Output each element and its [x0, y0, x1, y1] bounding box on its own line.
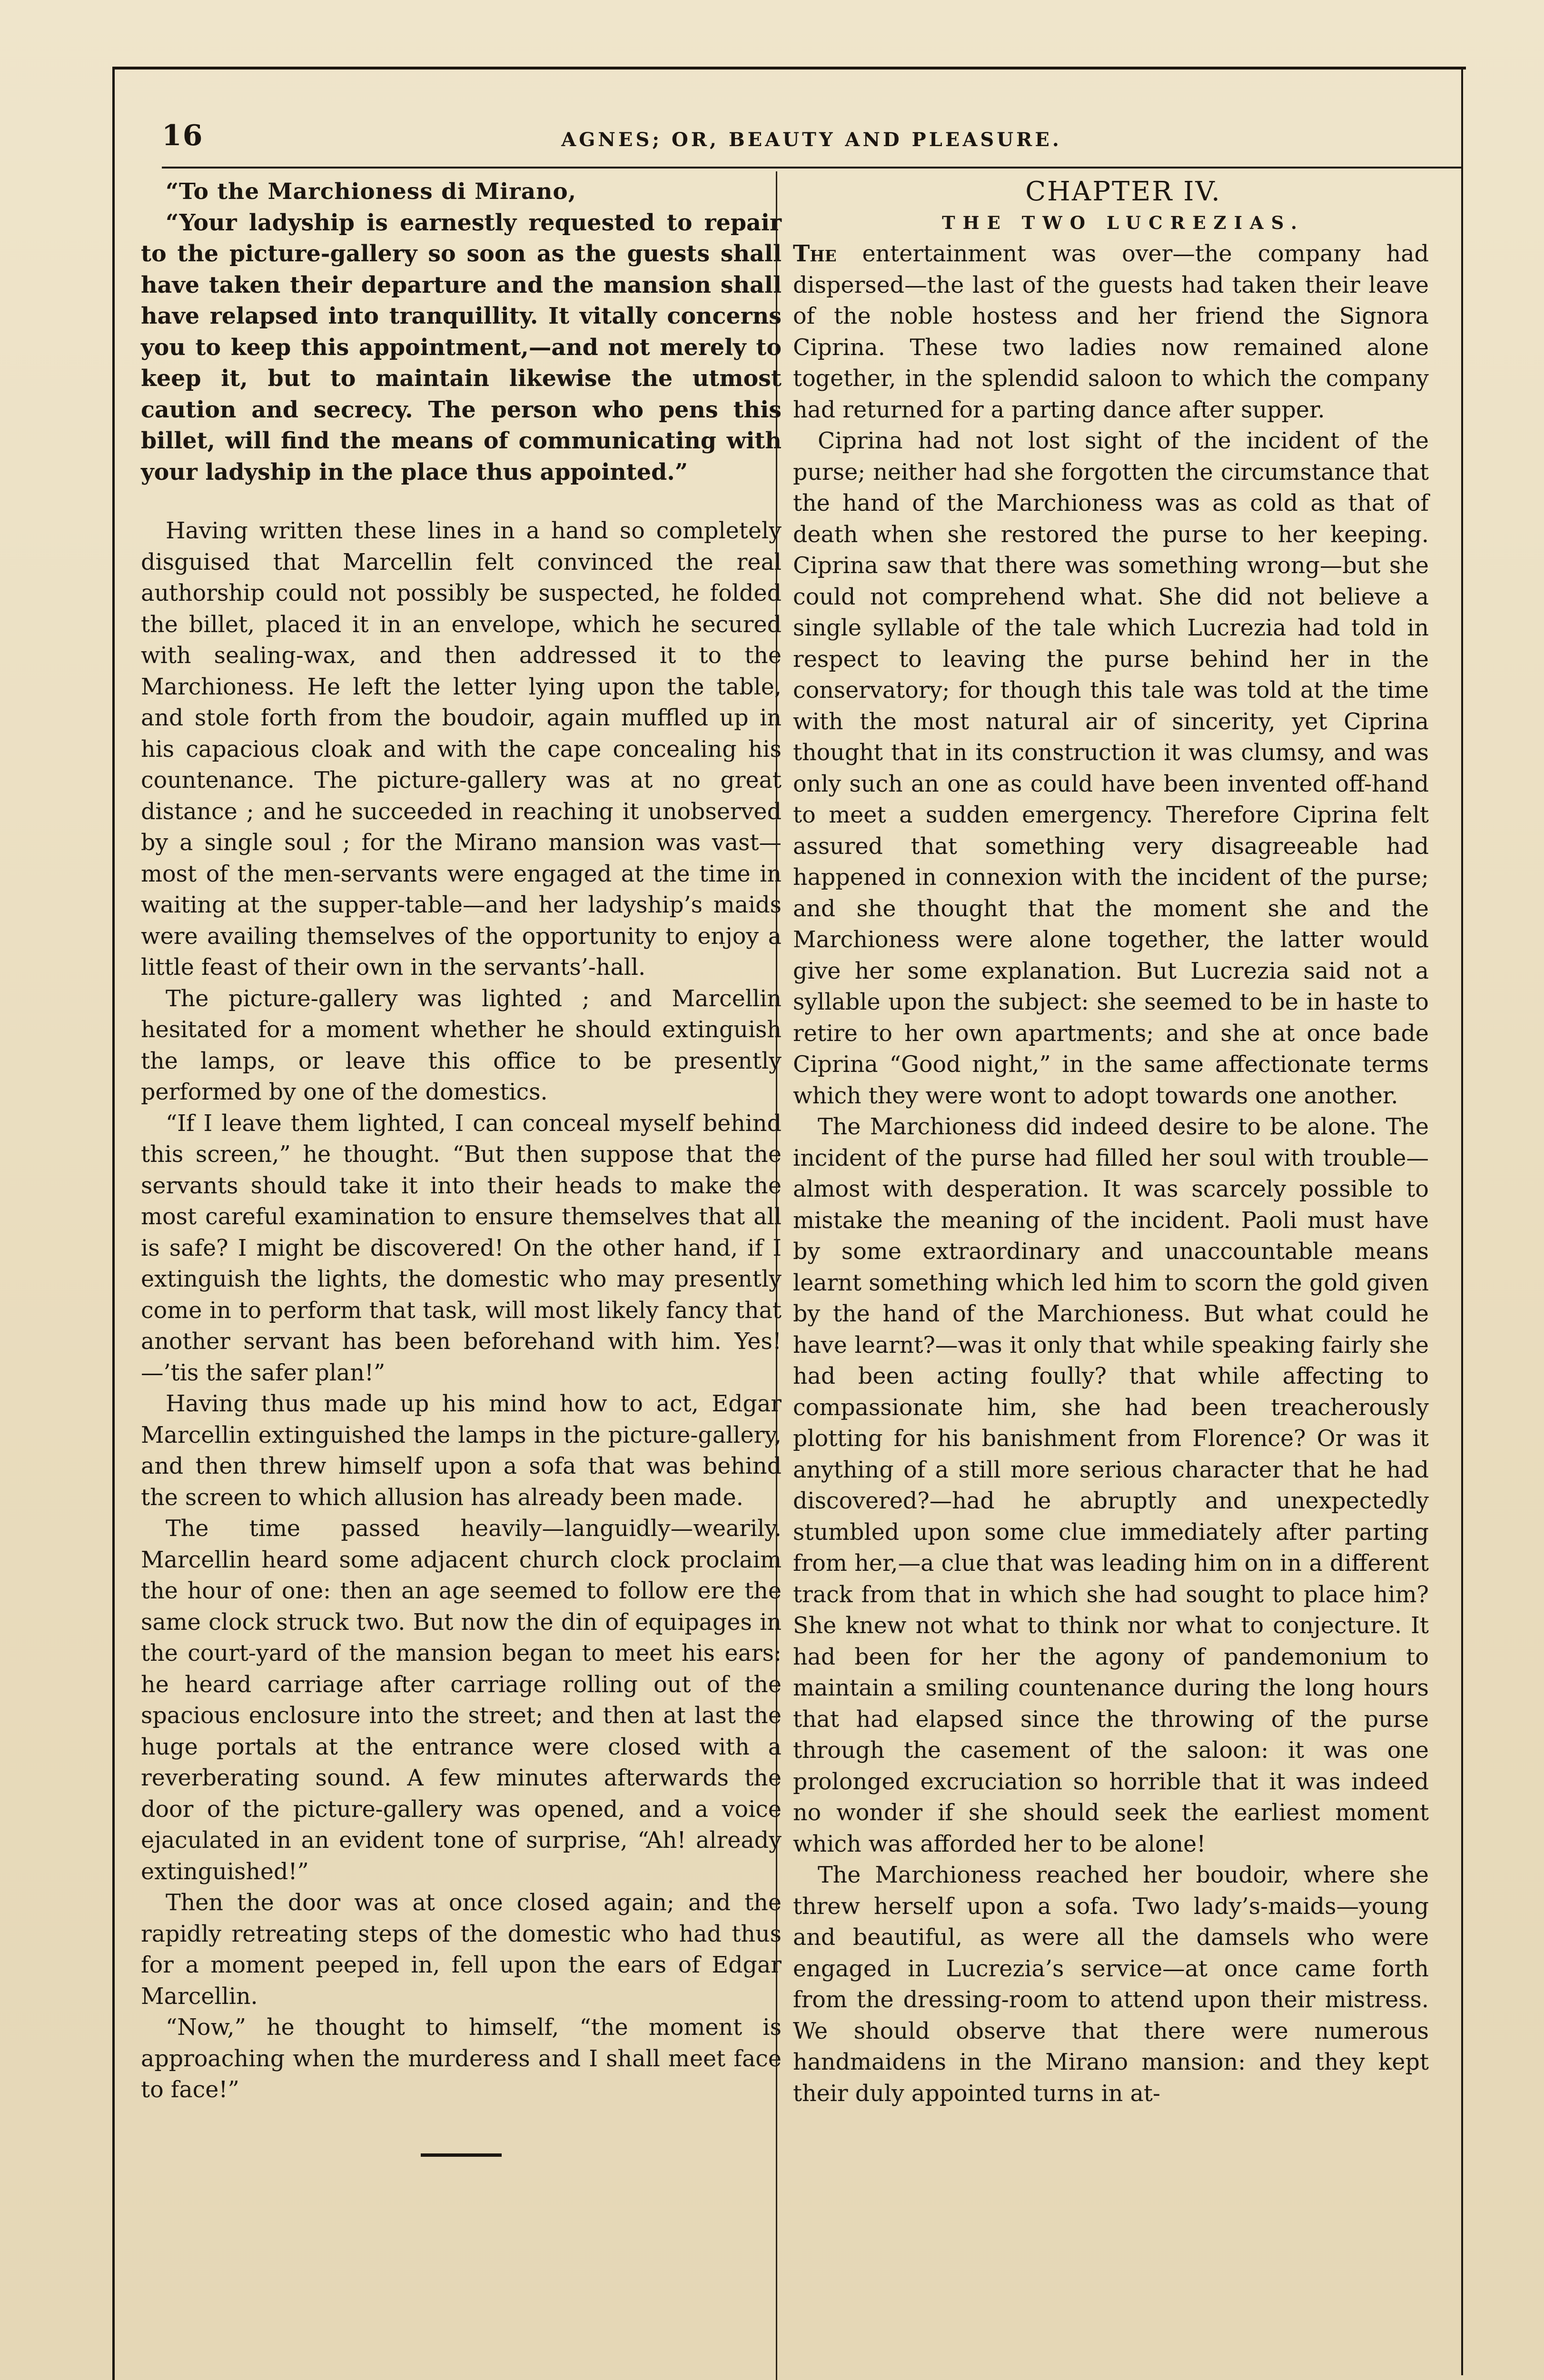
- paragraph: “Now,” he thought to himself, “the moment is approaching when the murderess and I shall meet face to face!”: [141, 2014, 782, 2103]
- paragraph: Having written these lines in a hand so completely disguised that Marcellin felt convinced the real authorship could not possibly be suspected, he folded the billet, placed it in an envelope, which he secured with sealing-wax, and then addressed it to the Marchioness. He left the letter lying upon the table, and stole forth from the boudoir, again muffled up in his capacious cloak and with the cape concealing his countenance. The picture-gallery was at no great distance ; and he succeeded in reaching it unobserved by a single soul ; for the Mirano mansion was vast—most of the men-servants were engaged at the time in waiting at the supper-table—and her ladyship’s maids were availing themselves of the opportunity to enjoy a little feast of their own in the servants’-hall.: [141, 518, 782, 981]
- top-border-rule: [114, 67, 1466, 69]
- page-number: 16: [162, 119, 204, 152]
- right-border-rule: [1461, 67, 1463, 2375]
- paragraph: Having thus made up his mind how to act, Edgar Marcellin extinguished the lamps in the picture-gallery, and then threw himself upon a sofa that was behind the screen to which allusion has already been made.: [141, 1391, 782, 1511]
- opening-text: entertainment was over—the company had dispersed—the last of the guests had taken their leave of the noble hostess and her friend the Signora Ciprina. These two ladies now remained alone together, in the splendid saloon to which the company had returned for a parting dance after supper.: [793, 241, 1429, 423]
- chapter-subtitle: THE TWO LUCREZIAS.: [942, 212, 1305, 233]
- chapter-title: CHAPTER IV.: [1025, 176, 1221, 207]
- paragraph: “If I leave them lighted, I can conceal myself behind this screen,” he thought. “But then suppose that the servants should take it into their heads to make the most careful examination to ensure themselves that all is safe? I might be discovered! On the other hand, if I extinguish the lights, the domestic who may presently come in to perform that task, will most likely fancy that another servant has been beforehand with him. Yes!—’tis the safer plan!”: [141, 1110, 782, 1386]
- running-title: AGNES; OR, BEAUTY AND PLEASURE.: [561, 129, 1062, 151]
- paragraph: The time passed heavily—languidly—wearily. Marcellin heard some adjacent church clock proclaim the hour of one: then an age seemed to follow ere the same clock struck two. But now the din of equipages in the court-yard of the mansion began to meet his ears: he heard carriage after carriage rolling out of the spacious enclosure into the street; and then at last the huge portals at the entrance were closed with a reverberating sound. A few minutes afterwards the door of the picture-gallery was opened, and a voice ejaculated in an evident tone of surprise, “Ah! already extinguished!”: [141, 1516, 782, 1885]
- right-column: [793, 176, 1429, 2109]
- page-header: [162, 114, 1461, 169]
- paragraph: Then the door was at once closed again; and the rapidly retreating steps of the domestic who had thus for a moment peeped in, fell upon the ears of Edgar Marcellin.: [141, 1890, 782, 2010]
- section-end-rule: [421, 2153, 502, 2157]
- opening-word: The: [793, 240, 837, 267]
- paragraph: The picture-gallery was lighted ; and Marcellin hesitated for a moment whether he should extinguish the lamps, or leave this office to be presently performed by one of the domestics.: [141, 985, 782, 1105]
- paragraph: The Marchioness reached her boudoir, where she threw herself upon a sofa. Two lady’s-maids—young and beautiful, as were all the damsels who were engaged in Lucrezia’s service—at once came forth from the dressing-room to attend upon their mistress. We should observe that there were numerous handmaidens in the Mirano mansion: and they kept their duly appointed turns in at-: [793, 1862, 1429, 2107]
- left-column: [141, 176, 782, 2157]
- letter-text: “Your ladyship is earnestly requested to repair to the picture-gallery so soon as the guests shall have taken their departure and the mansion shall have relapsed into tranquillity. It vitally concerns you to keep this appointment,—and not merely to keep it, but to maintain likewise the utmost caution and secrecy. The person who pens this billet, will find the means of communicating with your ladyship in the place thus appointed.”: [141, 209, 782, 486]
- letter-address: “To the Marchioness di Mirano,: [166, 178, 577, 205]
- paragraph: Ciprina had not lost sight of the incident of the purse; neither had she forgotten the circumstance that the hand of the Marchioness was as cold as that of death when she restored the purse to her keeping. Ciprina saw that there was something wrong—but she could not comprehend what. She did not believe a single syllable of the tale which Lucrezia had told in respect to leaving the purse behind her in the conservatory; for though this tale was told at the time with the most natural air of sincerity, yet Ciprina thought that in its construction it was clumsy, and was only such an one as could have been invented off-hand to meet a sudden emergency. Therefore Ciprina felt assured that something very disagreeable had happened in connexion with the incident of the purse; and she thought that the moment she and the Marchioness were alone together, the latter would give her some explanation. But Lucrezia said not a syllable upon the subject: she seemed to be in haste to retire to her own apartments; and she at once bade Ciprina “Good night,” in the same affectionate terms which they were wont to adopt towards one another.: [793, 428, 1429, 1109]
- chapter-opening-paragraph: [793, 238, 1429, 426]
- left-border-rule: [112, 67, 115, 2380]
- paragraph: The Marchioness did indeed desire to be alone. The incident of the purse had filled her soul with trouble—almost with desperation. It was scarcely possible to mistake the meaning of the incident. Paoli must have by some extraordinary and unaccountable means learnt something which led him to scorn the gold given by the hand of the Marchioness. But what could he have learnt?—was it only that while speaking fairly she had been acting foully? that while affecting to compassionate him, she had been treacherously plotting for his banishment from Florence? Or was it anything of a still more serious character that he had discovered?—had he abruptly and unexpectedly stumbled upon some clue immediately after parting from her,—a clue that was leading him on in a different track from that in which she had sought to place him? She knew not what to think nor what to conjecture. It had been for her the agony of pandemonium to maintain a smiling countenance during the long hours that had elapsed since the throwing of the purse through the casement of the saloon: it was one prolonged excruciation so horrible that it was indeed no wonder if she should seek the earliest moment which was afforded her to be alone!: [793, 1114, 1429, 1857]
